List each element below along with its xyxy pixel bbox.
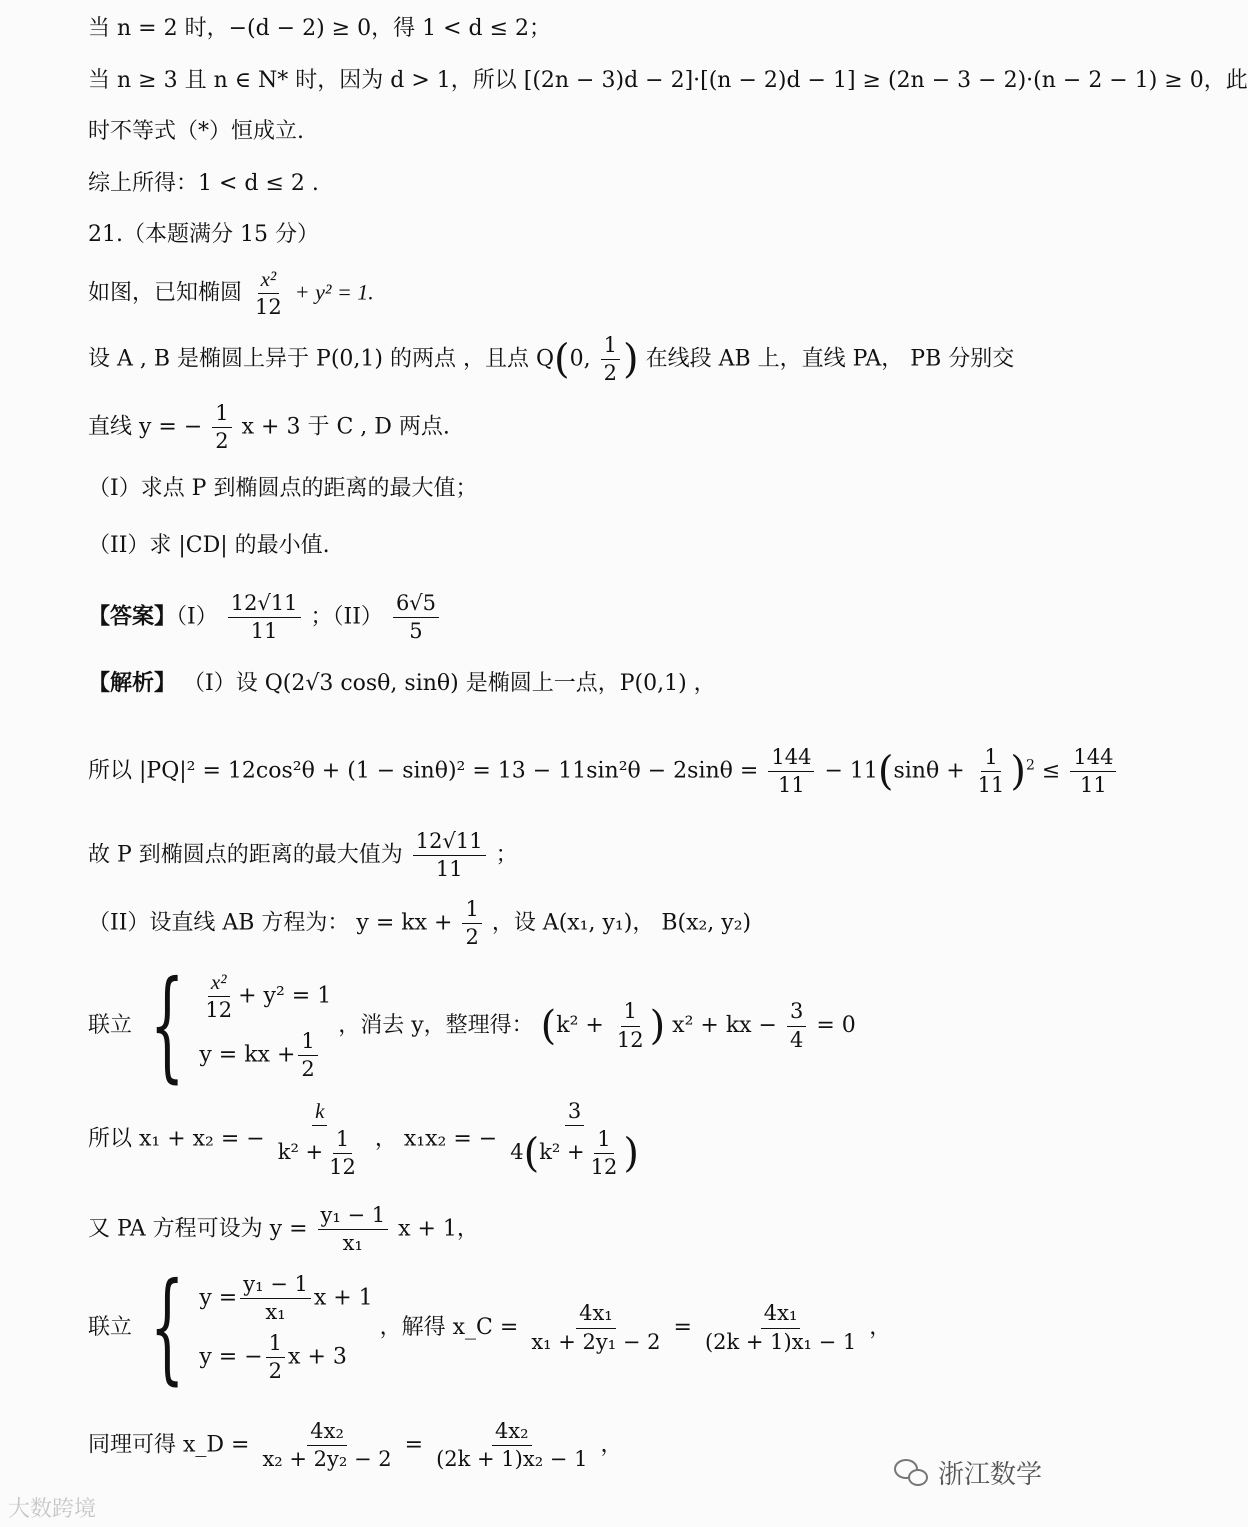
text-line-4: 综上所得：1 < d ≤ 2 . <box>88 171 319 196</box>
text-line-1: 当 n = 2 时，−(d − 2) ≥ 0，得 1 < d ≤ 2； <box>88 16 551 41</box>
vieta-relations: 所以 x₁ + x₂ = − k k² + $\frac{1}{12}$ ， x₁x₂ = − 3 4(k² + $\frac{1}{12}$ ) <box>88 1099 639 1180</box>
text-line-2: 当 n ≥ 3 且 n ∈ N* 时，因为 d > 1，所以 [(2n − 3)d − 2]·[(n − 2)d − 1] ≥ (2n − 3 − 2)·(n − 2 − 1) ≥ 0，此 <box>88 68 1248 93</box>
solution-line-1: 【解析】 （I）设 Q(2√3 cosθ, sinθ) 是椭圆上一点，P(0,1) ， <box>88 670 716 696</box>
line-ab-equation: （II）设直线 AB 方程为： y = kx + $\frac{1}{2}$ ，设 A(x₁, y₁)， B(x₂, y₂) <box>88 897 752 950</box>
system-2: 联立 { y = $\frac{\text{y₁ − 1}}{\text{x₁}}$ x + 1 y = − $\frac{1}{2}$ x + 3 ，解得 x_C = $\frac{\text{4x₁}}{\text{x₁ + 2y₁ − 2}}$ = $\frac{\text{4x₁}}{\text{(2k + 1)x₁ − 1}}$ ， <box>88 1258 892 1397</box>
system-1: 联立 { $\frac{\text{x²}}{12}$ + y² = 1 y = kx + $\frac{1}{2}$ ，消去 y，整理得： (k² + $\frac{1}{12}$ ) x² + kx − $\frac{3}{4}$ = 0 <box>88 956 856 1095</box>
points-statement: 设 A , B 是椭圆上异于 P(0,1) 的两点 ，且点 Q(0, $\frac{1}{2}$ ) 在线段 AB 上，直线 PA， PB 分别交 <box>88 333 1015 386</box>
line-statement: 直线 y = − $\frac{1}{2}$ x + 3 于 C , D 两点. <box>88 401 450 454</box>
max-distance-line: 故 P 到椭圆点的距离的最大值为 $\frac{12√11}{11}$ ； <box>88 829 518 882</box>
pa-equation: 又 PA 方程可设为 y = $\frac{\text{y₁ − 1}}{\text{x₁}}$ x + 1， <box>88 1203 479 1256</box>
watermark-left: 大数跨境 <box>8 1497 97 1522</box>
watermark-right-text: 浙江数学 <box>937 1460 1042 1490</box>
part-1-question: （I）求点 P 到椭圆点的距离的最大值； <box>88 476 478 501</box>
wechat-icon <box>894 1459 930 1487</box>
xd-equation: 同理可得 x_D = $\frac{\text{4x₂}}{\text{x₂ + 2y₂ − 2}}$ = $\frac{\text{4x₂}}{\text{(2k + 1)x₂ − 1}}$ ， <box>88 1419 623 1472</box>
text-line-3: 时不等式（*）恒成立. <box>88 119 304 144</box>
watermark-right <box>894 1454 1042 1491</box>
ellipse-statement: 如图，已知椭圆 $\frac{\text{x²}}{12}$ + y² = 1. <box>88 267 374 320</box>
question-title: 21.（本题满分 15 分） <box>88 222 319 247</box>
answer-line: 【答案】（I） $\frac{12√11}{11}$ ；（II） $\frac{6√5}{5}$ <box>88 592 442 643</box>
pq-distance-equation: 所以 |PQ|² = 12cos²θ + (1 − sinθ)² = 13 − 11sin²θ − 2sinθ = $\frac{144}{11}$ − 11(sinθ + $\frac{1}{11}$ )$^2$ ≤ $\frac{144}{11}$ <box>88 746 1119 797</box>
part-2-question: （II）求 |CD| 的最小值. <box>88 533 330 558</box>
